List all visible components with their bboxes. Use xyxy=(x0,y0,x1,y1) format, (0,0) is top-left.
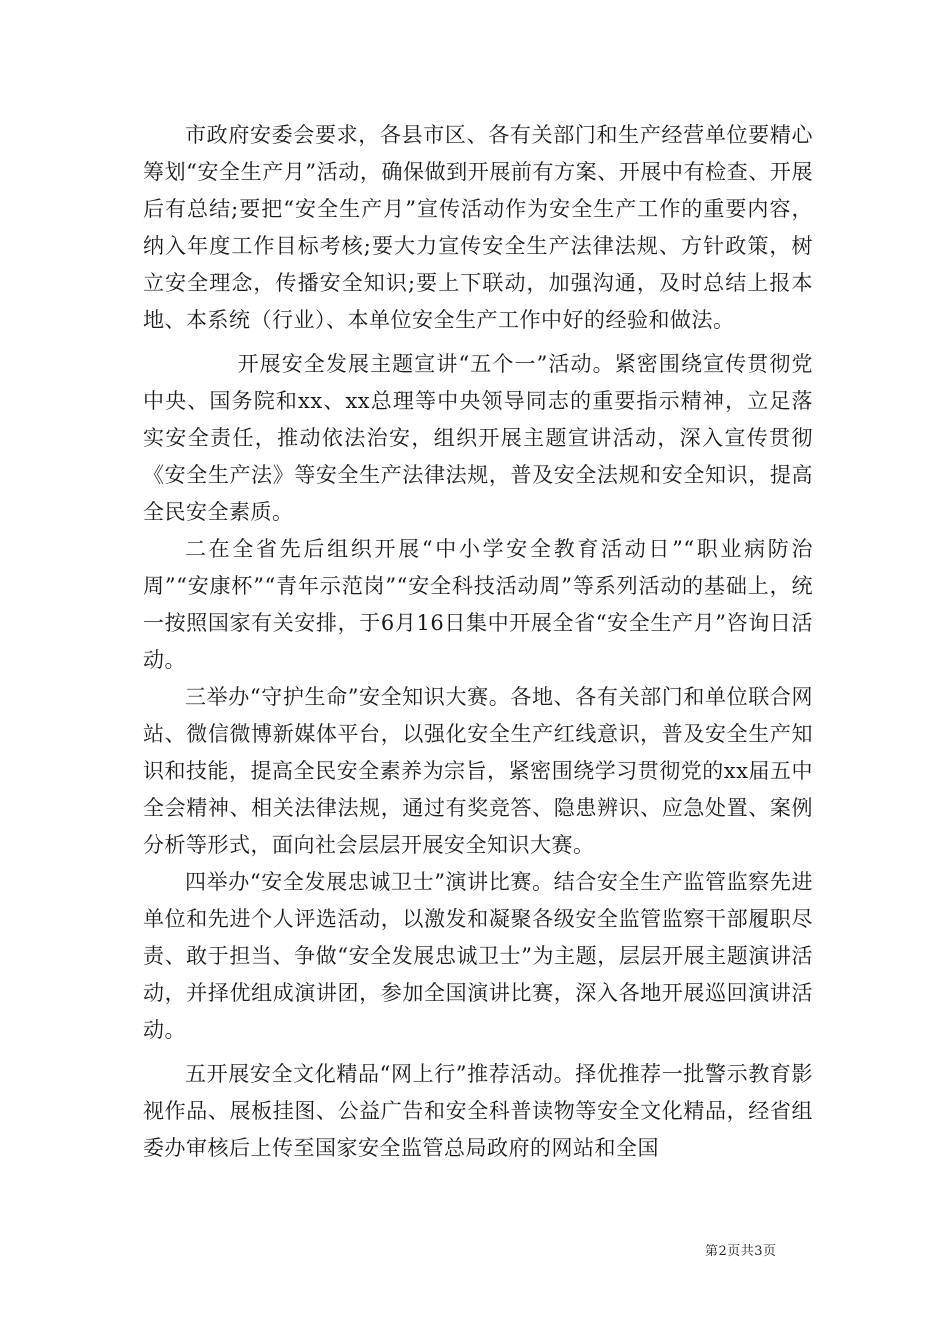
paragraph-activity-2: 二在全省先后组织开展“中小学安全教育活动日”“职业病防治周”“安康杯”“青年示范岗”“安全科技活动周”等系列活动的基础上，统一按照国家有关安排，于6月16日集中开展全省“安全生产月”咨询日活动。 xyxy=(143,537,813,672)
paragraph-activity-3: 三举办“守护生命”安全知识大赛。各地、各有关部门和单位联合网站、微信微博新媒体平台，以强化安全生产红线意识，普及安全生产知识和技能，提高全民安全素养为宗旨，紧密围绕学习贯彻党的xx届五中全会精神、相关法律法规，通过有奖竞答、隐患辨识、应急处置、案例分析等形式，面向社会层层开展安全知识大赛。 xyxy=(143,685,813,857)
document-body xyxy=(143,117,813,1167)
paragraph-activity-5: 五开展安全文化精品“网上行”推荐活动。择优推荐一批警示教育影视作品、展板挂图、公益广告和安全科普读物等安全文化精品，经省组委办审核后上传至国家安全监管总局政府的网站和全国 xyxy=(143,1062,813,1160)
paragraph-activity-4: 四举办“安全发展忠诚卫士”演讲比赛。结合安全生产监管监察先进单位和先进个人评选活动，以激发和凝聚各级安全监管监察干部履职尽责、敢于担当、争做“安全发展忠诚卫士”为主题，层层开展主题演讲活动，并择优组成演讲团，参加全国演讲比赛，深入各地开展巡回演讲活动。 xyxy=(143,870,813,1042)
paragraph-requirements: 市政府安委会要求，各县市区、各有关部门和生产经营单位要精心筹划“安全生产月”活动，确保做到开展前有方案、开展中有检查、开展后有总结;要把“安全生产月”宣传活动作为安全生产工作的重要内容，纳入年度工作目标考核;要大力宣传安全生产法律法规、方针政策，树立安全理念，传播安全知识;要上下联动，加强沟通，及时总结上报本地、本系统（行业）、本单位安全生产工作中好的经验和做法。 xyxy=(143,123,813,332)
paragraph-activity-1: 开展安全发展主题宣讲“五个一”活动。紧密围绕宣传贯彻党中央、国务院和xx、xx总理等中央领导同志的重要指示精神，立足落实安全责任，推动依法治安，组织开展主题宣讲活动，深入宣传贯彻《安全生产法》等安全生产法律法规，普及安全法规和安全知识，提高全民安全素质。 xyxy=(143,352,813,524)
page-number: 第2页共3页 xyxy=(705,1244,777,1259)
